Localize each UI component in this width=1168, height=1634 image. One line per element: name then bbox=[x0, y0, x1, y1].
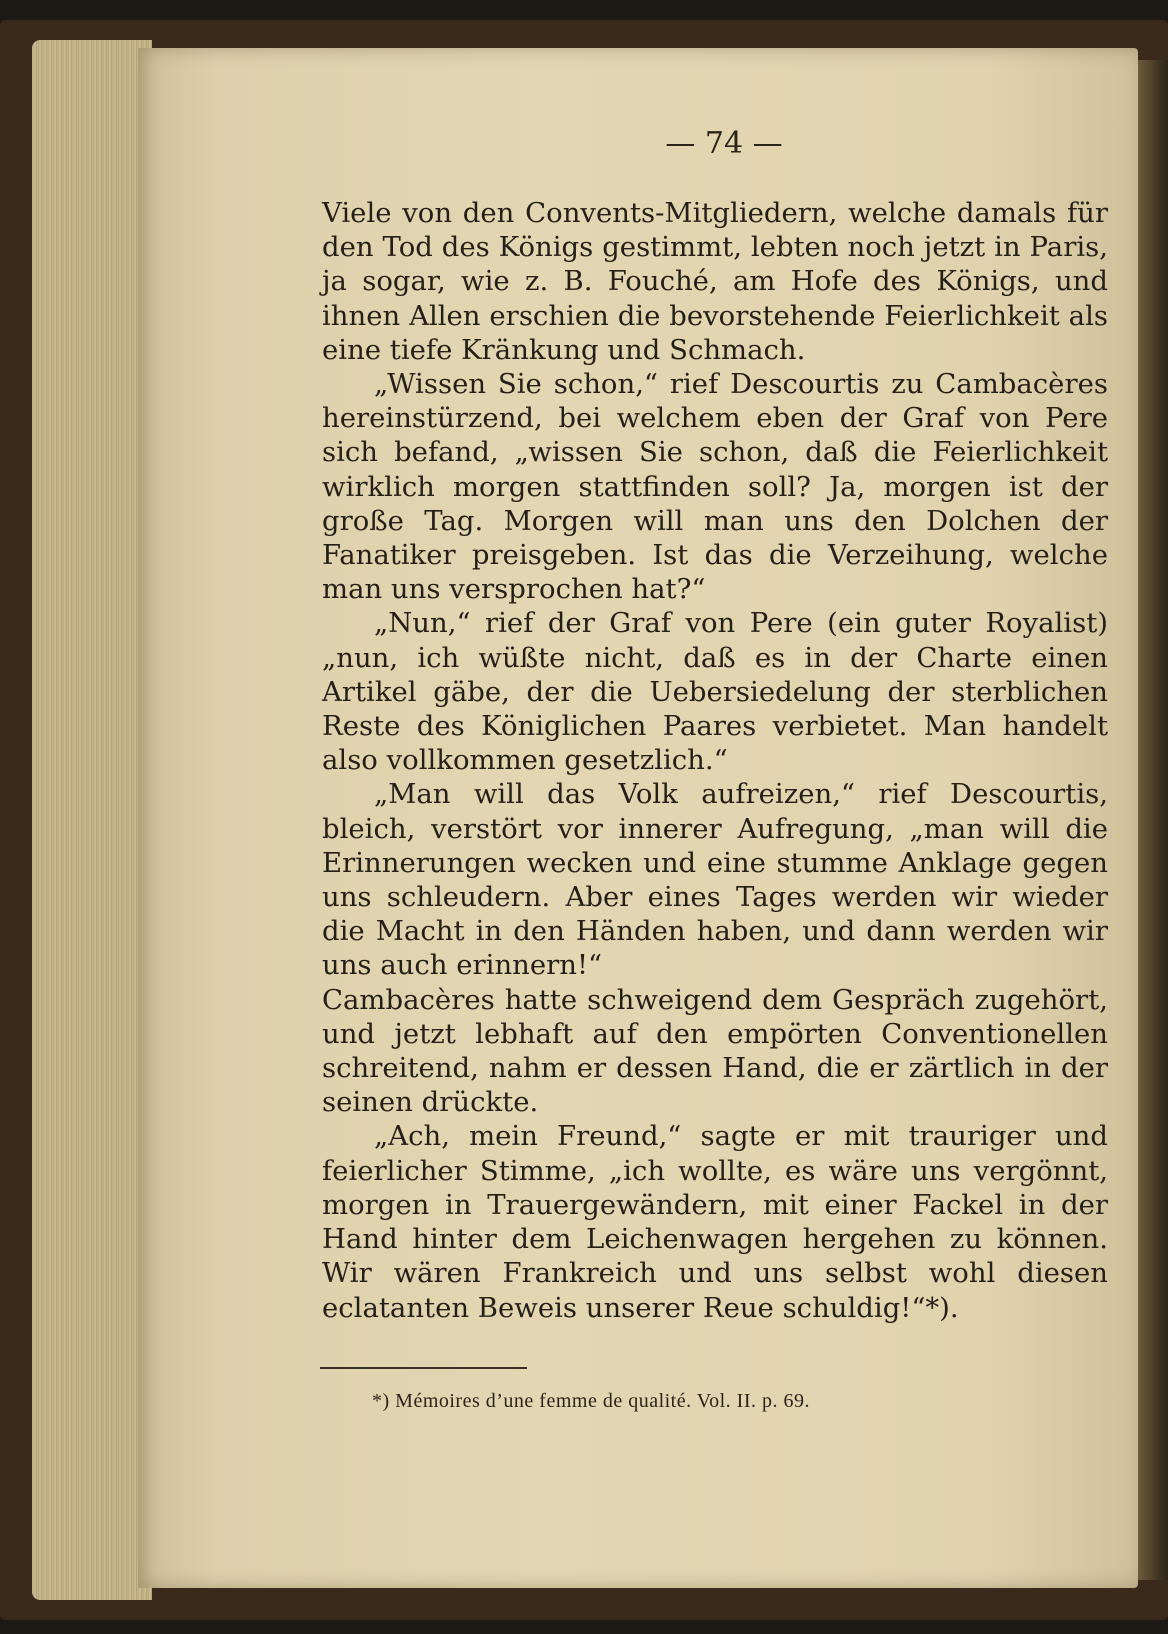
paragraph: Cambacères hatte schweigend dem Gespräch zugehört, und jetzt lebhaft auf den empörten Conventionellen schreitend, nahm er dessen Hand, die er zärtlich in der seinen drückte. bbox=[322, 983, 1108, 1119]
footnote: *) Mémoires d’une femme de qualité. Vol. II. p. 69. bbox=[372, 1390, 810, 1412]
paragraph: „Wissen Sie schon,“ rief Descourtis zu Cambacères hereinstürzend, bei welchem eben der Graf von Pere sich befand, „wissen Sie schon, daß die Feierlichkeit wirklich morgen stattfinden soll? Ja, morgen ist der große Tag. Morgen will man uns den Dolchen der Fanatiker preisgeben. Ist das die Verzeihung, welche man uns versprochen hat?“ bbox=[322, 368, 1108, 606]
book-right-edge bbox=[1138, 60, 1168, 1580]
paragraph: „Nun,“ rief der Graf von Pere (ein guter Royalist) „nun, ich wüßte nicht, daß es in der Charte einen Artikel gäbe, der die Uebersiedelung der sterblichen Reste des Königlichen Paares verbietet. Man handelt also vollkommen gesetzlich.“ bbox=[322, 607, 1108, 777]
page-number: — 74 — bbox=[665, 126, 783, 161]
paragraph: Viele von den Convents-Mitgliedern, welche damals für den Tod des Königs gestimmt, lebten noch jetzt in Paris, ja sogar, wie z. B. Fouché, am Hofe des Königs, und ihnen Allen erschien die bevorstehende Feierlichkeit als eine tiefe Kränkung und Schmach. bbox=[322, 197, 1108, 366]
paragraph: „Man will das Volk aufreizen,“ rief Descourtis, bleich, verstört vor innerer Aufregung, „man will die Erinnerungen wecken und eine stumme Anklage gegen uns schleudern. Aber eines Tages werden wir wieder die Macht in den Händen haben, und dann werden wir uns auch erinnern!“ bbox=[322, 778, 1108, 982]
page-stack-edge bbox=[32, 40, 152, 1600]
footnote-divider bbox=[320, 1367, 527, 1369]
page-body bbox=[322, 196, 1108, 1325]
paragraph: „Ach, mein Freund,“ sagte er mit trauriger und feierlicher Stimme, „ich wollte, es wäre uns vergönnt, morgen in Trauergewändern, mit einer Fackel in der Hand hinter dem Leichenwagen hergehen zu können. Wir wären Frankreich und uns selbst wohl diesen eclatanten Beweis unserer Reue schuldig!“*). bbox=[322, 1120, 1108, 1324]
